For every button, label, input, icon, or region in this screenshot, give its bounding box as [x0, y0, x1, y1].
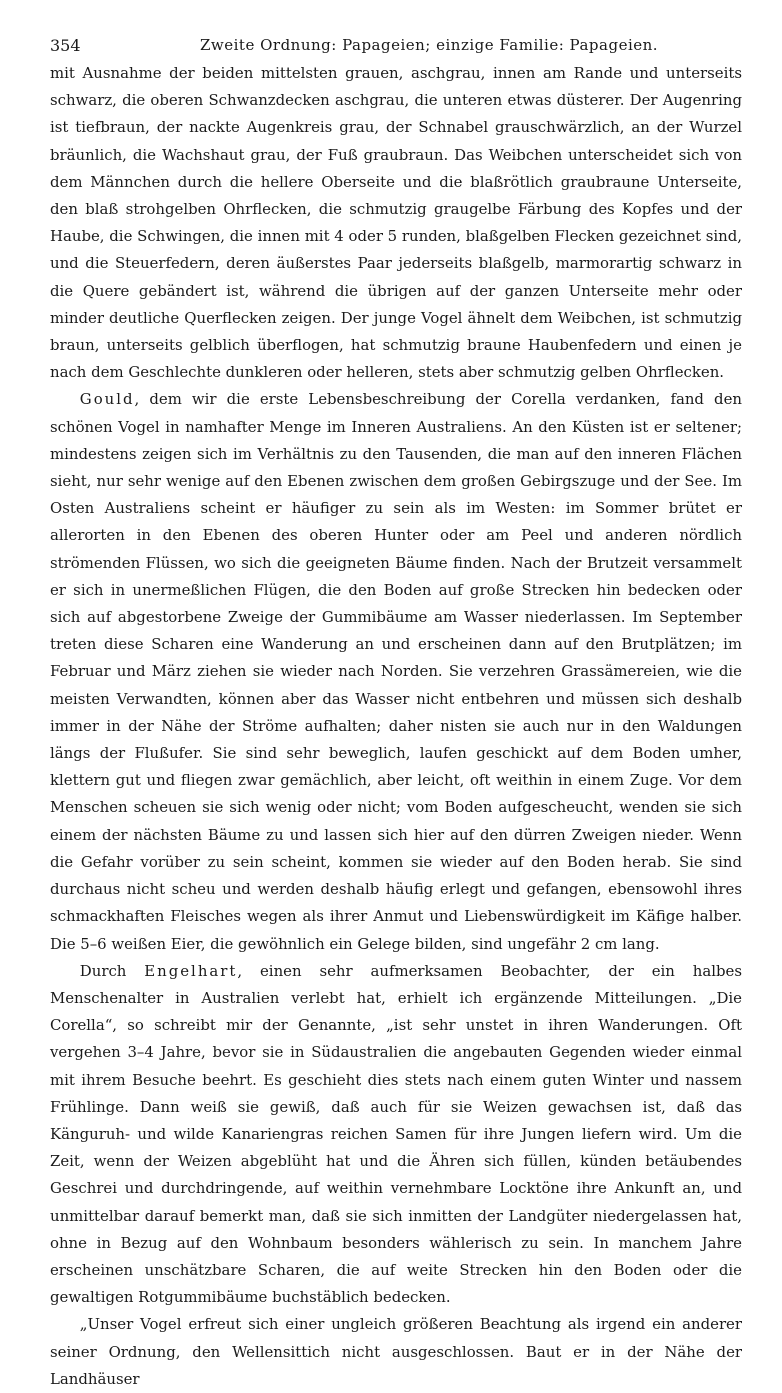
paragraph-description [50, 60, 742, 386]
body-text [50, 60, 742, 1393]
paragraph-text: , dem wir die erste Lebensbeschreibung der Corella verdanken, fand den schönen Vogel in namhafter Menge im Inneren Australiens. An den Küsten ist er seltener; mindestens zeigen sich im Verhältnis zu den Tausenden, die man auf den inneren Flächen sieht, nur sehr wenige auf den Ebenen zwischen dem großen Gebirgszuge und der See. Im Osten Australiens scheint er häufiger zu sein als im Westen: im Sommer brütet er allerorten in den Ebenen des oberen Hunter oder am Peel und anderen nördlich strömenden Flüssen, wo sich die geeigneten Bäume finden. Nach der Brutzeit versammelt er sich in unermeßlichen Flügen, die den Boden auf große Strecken hin bedecken oder sich auf abgestorbene Zweige der Gummibäume am Wasser niederlassen. Im September treten diese Scharen eine Wanderung an und erscheinen dann auf den Brutplätzen; im Februar und März ziehen sie wieder nach Norden. Sie verzehren Grassämereien, wie die meisten Verwandten, können aber das Wasser nicht entbehren und müssen sich deshalb immer in der Nähe der Ströme aufhalten; daher nisten sie auch nur in den Waldungen längs der Flußufer. Sie sind sehr beweglich, laufen geschickt auf dem Boden umher, klettern gut und fliegen zwar gemächlich, aber leicht, oft weithin in einem Zuge. Vor dem Menschen scheuen sie sich wenig oder nicht; vom Boden aufgescheucht, wenden sie sich einem der nächsten Bäume zu und lassen sich hier auf den dürren Zweigen nieder. Wenn die Gefahr vorüber zu sein scheint, kommen sie wieder auf den Boden herab. Sie sind durchaus nicht scheu und werden deshalb häufig erlegt und gefangen, ebensowohl ihres schmackhaften Fleisches wegen als ihrer Anmut und Liebenswürdigkeit im Käfige halber. Die 5–6 weißen Eier, die gewöhnlich ein Gelege bilden, sind ungefähr 2 cm lang. [50, 390, 742, 953]
paragraph-text: „Unser Vogel erfreut sich einer ungleich größeren Beachtung als irgend ein anderer seiner Ordnung, den Wellensittich nicht ausgeschlossen. Baut er in der Nähe der Landhäuser [50, 1315, 742, 1388]
paragraph-text: , einen sehr aufmerksamen Beobachter, der ein halbes Menschenalter in Australien verlebt hat, erhielt ich ergänzende Mitteilungen. „Die Corella“, so schreibt mir der Genannte, „ist sehr unstet in ihren Wanderungen. Oft vergehen 3–4 Jahre, bevor sie in Südaustralien die angebauten Gegenden wieder einmal mit ihrem Besuche beehrt. Es geschieht dies stets nach einem guten Winter und nassem Frühlinge. Dann weiß sie gewiß, daß auch für sie Weizen gewachsen ist, daß das Känguruh- und wilde Kanariengras reichen Samen für ihre Jungen liefern wird. Um die Zeit, wenn der Weizen abgeblüht hat und die Ähren sich füllen, künden betäubendes Geschrei und durchdringende, auf weithin vernehmbare Locktöne ihre Ankunft an, und unmittelbar darauf bemerkt man, daß sie sich inmitten der Landgüter niedergelassen hat, ohne in Bezug auf den Wohnbaum besonders wählerisch zu sein. In manchem Jahre erscheinen unschätzbare Scharen, die auf weite Strecken hin den Boden oder die gewaltigen Rotgummibäume buchstäblich bedecken. [50, 961, 742, 1307]
running-head: Zweite Ordnung: Papageien; einzige Familie: Papageien. [200, 36, 659, 54]
author-name-gould: Gould [79, 390, 135, 409]
author-name-engelhart: Engelhart [144, 961, 238, 980]
paragraph-gould [50, 386, 742, 957]
paragraph-prefix: Durch [79, 961, 145, 980]
paragraph-text: mit Ausnahme der beiden mittelsten grauen, aschgrau, innen am Rande und unterseits schwarz, die oberen Schwanzdecken aschgrau, die unteren etwas düsterer. Der Augenring ist tiefbraun, der nackte Augenkreis grau, der Schnabel grauschwärzlich, an der Wurzel bräunlich, die Wachshaut grau, der Fuß graubraun. Das Weibchen unterscheidet sich von dem Männchen durch die hellere Oberseite und die blaßrötlich graubraune Unterseite, den blaß strohgelben Ohrflecken, die schmutzig graugelbe Färbung des Kopfes und der Haube, die Schwingen, die innen mit 4 oder 5 runden, blaßgelben Flecken gezeichnet sind, und die Steuerfedern, deren äußerstes Paar jederseits blaßgelb, marmorartig schwarz in die Quere gebändert ist, während die übrigen auf der ganzen Unterseite mehr oder minder deutliche Querflecken zeigen. Der junge Vogel ähnelt dem Weibchen, ist schmutzig braun, unterseits gelblich überflogen, hat schmutzig braune Haubenfedern und einen je nach dem Geschlechte dunkleren oder helleren, stets aber schmutzig gelben Ohrflecken. [50, 64, 742, 382]
page-header [50, 30, 742, 60]
paragraph-engelhart [50, 958, 742, 1312]
page-number: 354 [50, 36, 81, 55]
paragraph-quote [50, 1311, 742, 1393]
